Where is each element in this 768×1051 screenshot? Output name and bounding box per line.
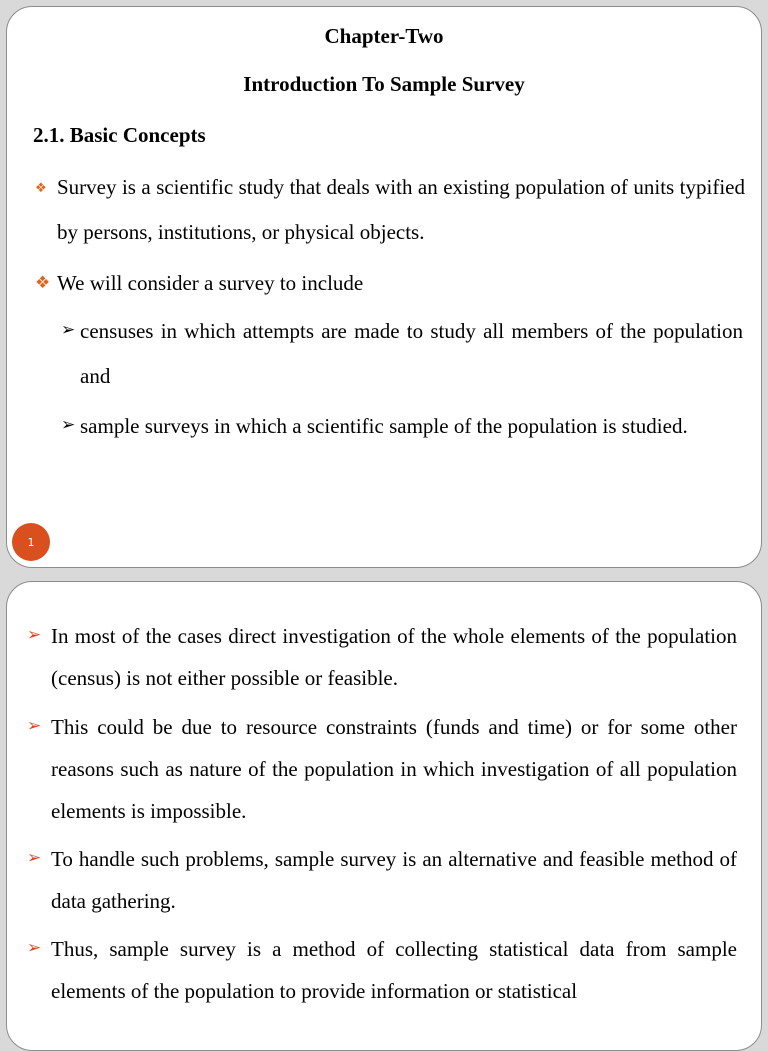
bullet-2 — [35, 261, 745, 306]
sub-bullet-1 — [61, 309, 743, 399]
bullet-1 — [35, 165, 745, 255]
list-item-text: To handle such problems, sample survey is an alternative and feasible method of data gathering. — [51, 847, 737, 913]
arrow-bullet-icon: ➢ — [27, 848, 42, 867]
list-item — [27, 838, 737, 922]
slide-title: Introduction To Sample Survey — [243, 72, 525, 96]
sub-bullet-2 — [61, 404, 743, 449]
bullet-2-text: We will consider a survey to include — [57, 271, 364, 295]
page-number-badge: 1 — [12, 523, 50, 561]
list-item-text: Thus, sample survey is a method of collecting statistical data from sample elements of the population to provide information or statistical — [51, 937, 737, 1003]
arrow-bullet-icon: ➢ — [27, 716, 42, 735]
diamond-bullet-icon: ❖ — [35, 273, 51, 292]
section-heading: 2.1. Basic Concepts — [33, 123, 206, 147]
slide-2 — [6, 581, 762, 1051]
list-item — [27, 928, 737, 1012]
list-item-text: This could be due to resource constraints (funds and time) or for some other reasons such as nature of the population in which investigation of all population elements is impossible. — [51, 715, 737, 823]
arrow-bullet-icon: ➢ — [27, 625, 42, 644]
diamond-bullet-icon: ❖ — [35, 180, 47, 195]
chapter-title: Chapter-Two — [324, 24, 444, 48]
sub-bullet-1-text: censuses in which attempts are made to study all members of the population and — [80, 319, 743, 388]
arrow-bullet-icon: ➢ — [61, 320, 76, 339]
list-item-text: In most of the cases direct investigation of the whole elements of the population (census) is not either possible or feasible. — [51, 624, 737, 690]
sub-bullet-2-text: sample surveys in which a scientific sample of the population is studied. — [80, 414, 688, 438]
slide-1 — [6, 6, 762, 568]
arrow-bullet-icon: ➢ — [27, 938, 42, 957]
list-item — [27, 706, 737, 832]
list-item — [27, 615, 737, 699]
arrow-bullet-icon: ➢ — [61, 415, 76, 434]
bullet-1-text: Survey is a scientific study that deals with an existing population of units typified by persons, institutions, or physical objects. — [57, 175, 745, 244]
